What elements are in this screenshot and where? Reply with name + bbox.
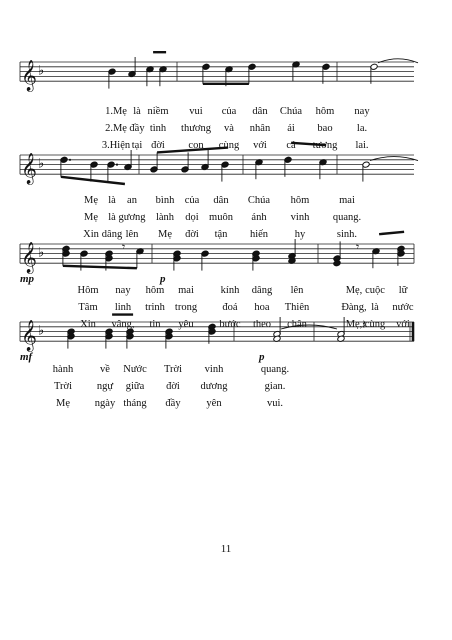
lyric-syllable: nước bbox=[392, 302, 414, 313]
lyric-syllable: Chúa bbox=[279, 106, 303, 117]
page-number: 11 bbox=[220, 543, 232, 555]
lyric-syllable: cả bbox=[286, 140, 296, 151]
lyric-syllable: Mẹ bbox=[84, 212, 98, 223]
flat-sign-icon: ♭ bbox=[38, 323, 45, 339]
lyric-syllable: con bbox=[188, 140, 204, 151]
lyric-syllable: Mẹ bbox=[158, 229, 172, 240]
lyric-syllable: đời bbox=[151, 140, 165, 151]
lyric-syllable: về bbox=[100, 364, 110, 375]
lyric-syllable: mai bbox=[339, 195, 355, 206]
lyric-syllable: 1.Mẹ bbox=[105, 106, 127, 117]
lyric-syllable: bao bbox=[317, 123, 333, 134]
lyric-syllable: tại bbox=[131, 140, 143, 151]
lyric-syllable: Đàng, bbox=[341, 302, 367, 313]
lyric-syllable: niềm bbox=[147, 106, 169, 117]
lyric-syllable: la. bbox=[356, 123, 368, 134]
lyric-syllable: với bbox=[396, 319, 410, 330]
lyric-syllable: Nước bbox=[123, 364, 147, 375]
lyric-syllable: Mẹ bbox=[56, 398, 70, 409]
lyric-syllable: Thiên bbox=[284, 302, 310, 313]
flat-sign-icon: ♭ bbox=[38, 63, 45, 79]
lyric-syllable: trong bbox=[174, 302, 198, 313]
treble-clef-icon: 𝄞 bbox=[21, 153, 37, 185]
lyric-syllable: thương bbox=[181, 123, 211, 134]
lyric-syllable: vinh bbox=[204, 364, 224, 375]
lyric-syllable: hy bbox=[294, 229, 306, 240]
note-dot bbox=[69, 159, 71, 161]
lyric-syllable: dân bbox=[252, 106, 268, 117]
lyric-syllable: cùng bbox=[364, 319, 386, 330]
lyric-syllable: Trời bbox=[53, 381, 73, 392]
lyric-syllable: tương bbox=[312, 140, 338, 151]
lyric-syllable: vinh bbox=[290, 212, 310, 223]
lyric-syllable: đời bbox=[166, 381, 180, 392]
lyric-syllable: ái bbox=[287, 123, 295, 134]
flat-sign-icon: ♭ bbox=[38, 156, 45, 172]
lyric-syllable: mai bbox=[178, 285, 194, 296]
dynamic-mf: mf bbox=[20, 351, 33, 363]
lyric-syllable: cùng bbox=[218, 140, 240, 151]
treble-clef-icon: 𝄞 bbox=[21, 242, 37, 274]
lyric-syllable: đầy bbox=[129, 123, 145, 134]
lyric-syllable: muôn bbox=[209, 212, 233, 223]
lyric-syllable: đời bbox=[185, 229, 199, 240]
lyric-syllable: vâng, bbox=[111, 319, 135, 330]
lyric-syllable: đầy bbox=[165, 398, 181, 409]
lyric-syllable: quang. bbox=[332, 212, 362, 223]
dynamic-mp: mp bbox=[20, 273, 35, 285]
lyric-syllable: Tâm bbox=[78, 302, 98, 313]
beam bbox=[379, 232, 404, 234]
lyric-syllable: Hôm bbox=[77, 285, 99, 296]
lyric-syllable: hôm bbox=[290, 195, 310, 206]
lyric-syllable: bình bbox=[155, 195, 175, 206]
lyric-syllable: lên bbox=[125, 229, 139, 240]
lyric-syllable: với bbox=[253, 140, 267, 151]
lyric-syllable: và bbox=[224, 123, 234, 134]
lyric-syllable: của bbox=[184, 195, 200, 206]
lyric-syllable: Mẹ bbox=[84, 195, 98, 206]
lyric-syllable: Chúa bbox=[247, 195, 271, 206]
lyric-syllable: lành bbox=[155, 212, 175, 223]
lyric-syllable: giữa bbox=[125, 381, 145, 392]
lyric-syllable: lên bbox=[290, 285, 304, 296]
lyric-syllable: tin bbox=[149, 319, 161, 330]
lyric-syllable: dâng bbox=[101, 229, 123, 240]
lyric-syllable: Mẹ, bbox=[345, 285, 363, 296]
lyric-syllable: của bbox=[221, 106, 237, 117]
note-dot bbox=[116, 164, 118, 166]
lyric-syllable: nay bbox=[115, 285, 131, 296]
lyric-syllable: hôm bbox=[145, 285, 165, 296]
lyric-syllable: vui. bbox=[266, 398, 284, 409]
dynamic-p: p bbox=[259, 351, 265, 363]
lyric-syllable: lai. bbox=[355, 140, 369, 151]
lyric-syllable: tháng bbox=[123, 398, 147, 409]
lyric-syllable: dân bbox=[213, 195, 229, 206]
lyric-syllable: bước bbox=[219, 319, 241, 330]
lyric-syllable: Mẹ, bbox=[345, 319, 363, 330]
lyric-syllable: gian. bbox=[264, 381, 286, 392]
lyric-syllable: yêu bbox=[178, 319, 194, 330]
treble-clef-icon: 𝄞 bbox=[21, 60, 37, 92]
eighth-rest-icon: 𝄾 bbox=[122, 240, 126, 255]
lyric-syllable: hành bbox=[52, 364, 74, 375]
lyric-syllable: 3.Hiện bbox=[101, 140, 131, 151]
lyric-syllable: nhân bbox=[249, 123, 271, 134]
lyric-syllable: ánh bbox=[251, 212, 267, 223]
lyric-syllable: Trời bbox=[163, 364, 183, 375]
lyric-syllable: hoa bbox=[254, 302, 270, 313]
lyric-syllable: cuộc bbox=[365, 285, 385, 296]
lyric-syllable: yên bbox=[206, 398, 222, 409]
lyric-syllable: dọi bbox=[185, 212, 199, 223]
lyric-syllable: Xin bbox=[83, 229, 99, 240]
treble-clef-icon: 𝄞 bbox=[21, 320, 37, 352]
lyric-syllable: là bbox=[133, 106, 141, 117]
lyric-syllable: trinh bbox=[145, 302, 165, 313]
lyric-syllable: dâng bbox=[251, 285, 273, 296]
lyric-syllable: quang. bbox=[260, 364, 290, 375]
lyric-syllable: vui bbox=[189, 106, 203, 117]
eighth-rest-icon: 𝄾 bbox=[356, 240, 360, 255]
lyric-syllable: chân bbox=[287, 319, 307, 330]
lyric-syllable: tình bbox=[149, 123, 167, 134]
lyric-syllable: hôm bbox=[315, 106, 335, 117]
lyric-syllable: tận bbox=[214, 229, 228, 240]
lyric-syllable: linh bbox=[114, 302, 132, 313]
flat-sign-icon: ♭ bbox=[38, 245, 45, 261]
lyric-syllable: lữ bbox=[398, 285, 408, 296]
dynamic-p: p bbox=[160, 273, 166, 285]
beam bbox=[61, 177, 125, 184]
lyric-syllable: ngày bbox=[94, 398, 116, 409]
lyric-syllable: 2.Mẹ bbox=[105, 123, 127, 134]
lyric-syllable: theo bbox=[252, 319, 272, 330]
lyric-syllable: Xin bbox=[80, 319, 96, 330]
lyric-syllable: nay bbox=[354, 106, 370, 117]
lyric-syllable: dương bbox=[200, 381, 228, 392]
lyric-syllable: là bbox=[108, 195, 116, 206]
lyric-syllable: là bbox=[108, 212, 116, 223]
lyric-syllable: gương bbox=[118, 212, 146, 223]
lyric-syllable: sinh. bbox=[336, 229, 358, 240]
lyric-syllable: kính bbox=[220, 285, 240, 296]
quarter-rest-icon: 𝄽 bbox=[362, 318, 366, 334]
beam bbox=[63, 266, 137, 268]
lyric-syllable: ngự bbox=[96, 381, 114, 392]
lyric-syllable: an bbox=[127, 195, 137, 206]
lyric-syllable: là bbox=[371, 302, 379, 313]
lyric-syllable: đoá bbox=[222, 302, 238, 313]
lyric-syllable: hiến bbox=[249, 229, 269, 240]
